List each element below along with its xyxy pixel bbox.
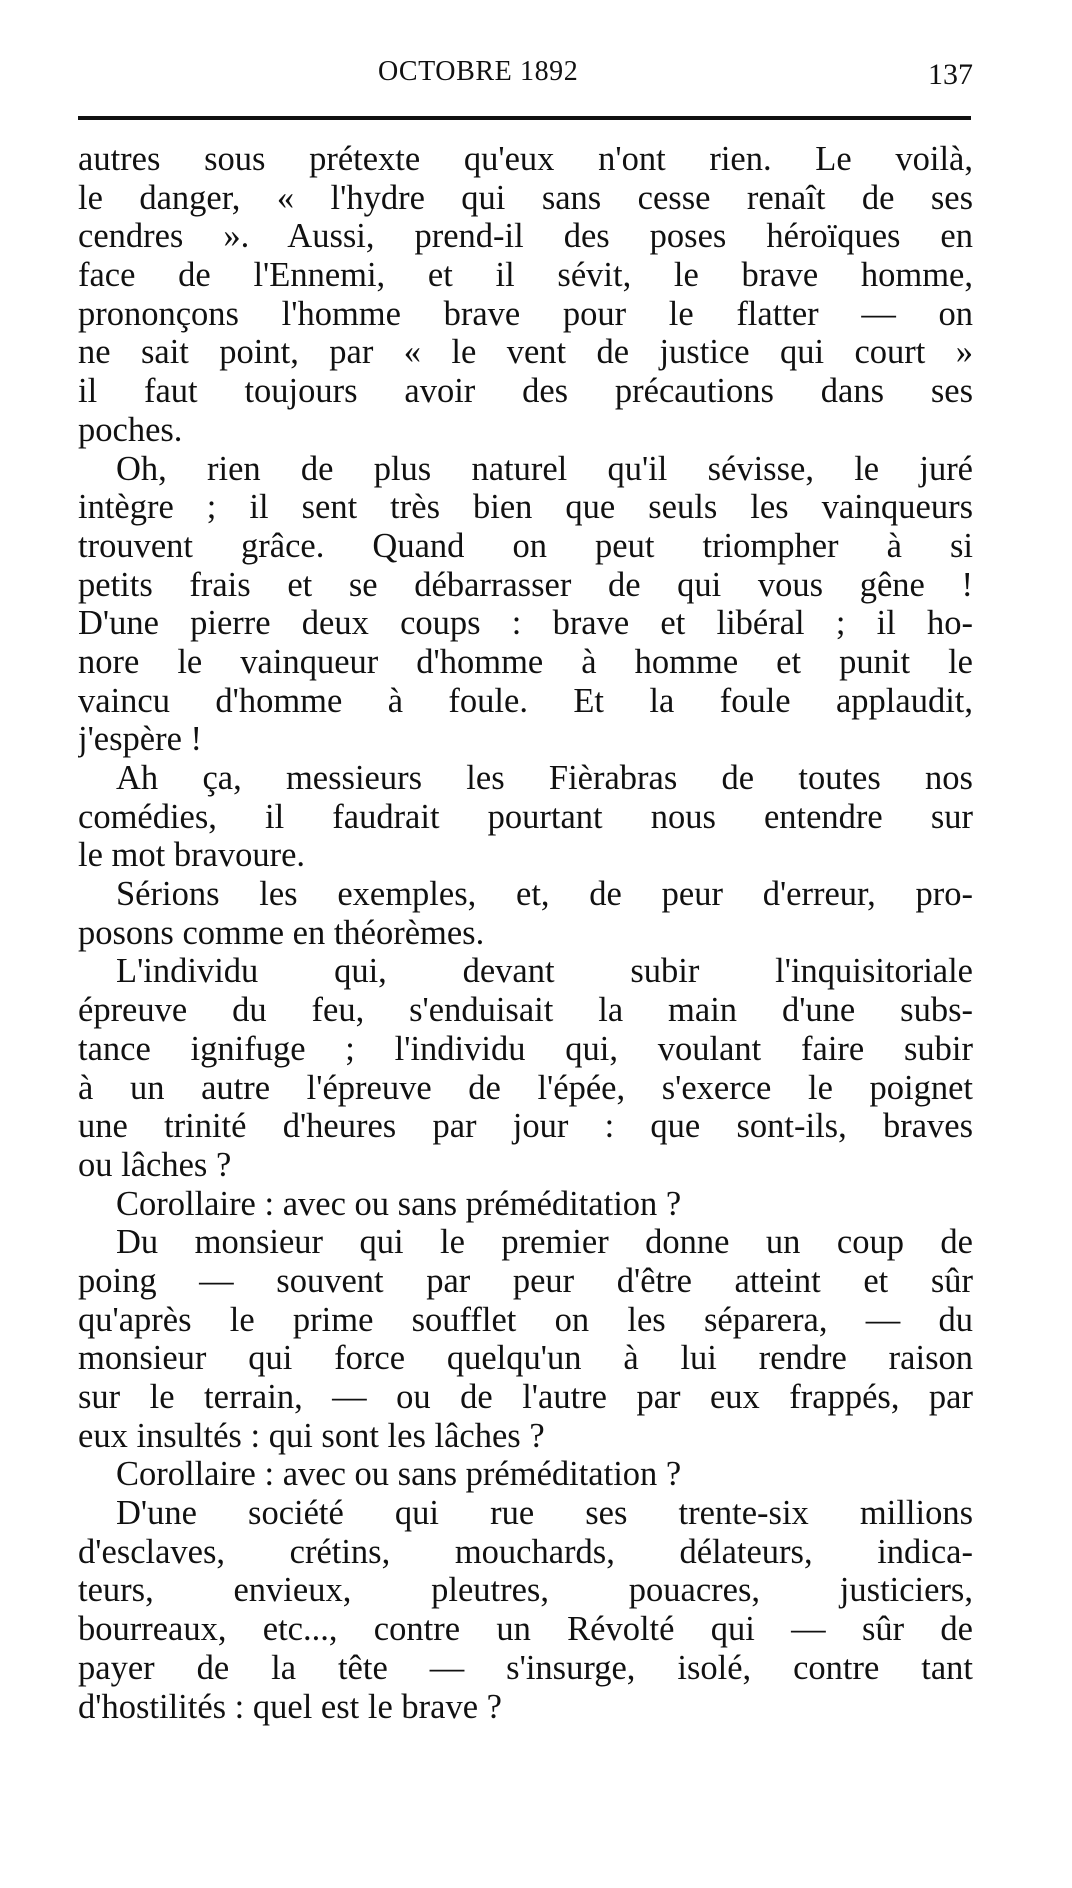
text-line: j'espère !: [78, 720, 203, 759]
text-line: sur le terrain, — ou de l'autre par eux frappés, par: [78, 1378, 973, 1416]
running-head: [78, 56, 973, 104]
text-line: tance ignifuge ; l'individu qui, voulant faire subir: [78, 1029, 973, 1068]
body-text: [78, 140, 973, 1726]
text-line: D'une société qui rue ses trente-six millions: [116, 1494, 973, 1533]
text-line: trouvent grâce. Quand on peut triompher à si: [78, 526, 973, 565]
text-line: qu'après le prime soufflet on les séparera, — du: [78, 1300, 973, 1339]
text-line: poches.: [78, 410, 183, 449]
text-line: le danger, « l'hydre qui sans cesse renaît de ses: [78, 178, 973, 217]
text-line: une trinité d'heures par jour : que sont-ils, braves: [78, 1107, 973, 1146]
text-line: vaincu d'homme à foule. Et la foule applaudit,: [78, 681, 973, 720]
text-line: autres sous prétexte qu'eux n'ont rien. Le voilà,: [78, 140, 973, 178]
text-line: Corollaire : avec ou sans préméditation ?: [116, 1455, 682, 1494]
text-line: petits frais et se débarrasser de qui vous gêne !: [78, 565, 973, 604]
text-line: D'une pierre deux coups : brave et libéral ; il ho-: [78, 604, 973, 643]
text-line: comédies, il faudrait pourtant nous entendre sur: [78, 797, 973, 836]
text-line: Sérions les exemples, et, de peur d'erreur, pro-: [116, 875, 973, 914]
text-line: payer de la tête — s'insurge, isolé, contre tant: [78, 1648, 973, 1687]
text-line: ou lâches ?: [78, 1145, 232, 1184]
text-line: L'individu qui, devant subir l'inquisitoriale: [116, 952, 973, 991]
text-line: cendres ». Aussi, prend-il des poses héroïques en: [78, 217, 973, 256]
text-line: d'hostilités : quel est le brave ?: [78, 1687, 502, 1726]
page-number: 137: [928, 58, 973, 91]
text-line: épreuve du feu, s'enduisait la main d'une subs-: [78, 991, 973, 1030]
header-rule: [78, 116, 971, 120]
text-line: il faut toujours avoir des précautions dans ses: [78, 372, 973, 411]
text-line: face de l'Ennemi, et il sévit, le brave homme,: [78, 256, 973, 295]
text-line: prononçons l'homme brave pour le flatter — on: [78, 294, 973, 333]
running-head-title: OCTOBRE 1892: [378, 56, 579, 87]
text-line: à un autre l'épreuve de l'épée, s'exerce le poignet: [78, 1068, 973, 1107]
text-line: Corollaire : avec ou sans préméditation ?: [116, 1184, 682, 1223]
text-line: Ah ça, messieurs les Fièrabras de toutes nos: [116, 759, 973, 797]
text-line: posons comme en théorèmes.: [78, 913, 485, 952]
text-line: d'esclaves, crétins, mouchards, délateurs, indica-: [78, 1532, 973, 1571]
text-line: Du monsieur qui le premier donne un coup de: [116, 1223, 973, 1262]
text-line: Oh, rien de plus naturel qu'il sévisse, le juré: [116, 449, 973, 488]
text-line: ne sait point, par « le vent de justice qui court »: [78, 333, 973, 372]
text-line: nore le vainqueur d'homme à homme et punit le: [78, 642, 973, 681]
text-line: bourreaux, etc..., contre un Révolté qui — sûr de: [78, 1610, 973, 1649]
text-line: eux insultés : qui sont les lâches ?: [78, 1416, 545, 1455]
text-line: le mot bravoure.: [78, 836, 306, 875]
text-line: monsieur qui force quelqu'un à lui rendre raison: [78, 1339, 973, 1378]
text-line: poing — souvent par peur d'être atteint et sûr: [78, 1261, 973, 1300]
text-line: teurs, envieux, pleutres, pouacres, justiciers,: [78, 1571, 973, 1610]
text-line: intègre ; il sent très bien que seuls les vainqueurs: [78, 488, 973, 527]
